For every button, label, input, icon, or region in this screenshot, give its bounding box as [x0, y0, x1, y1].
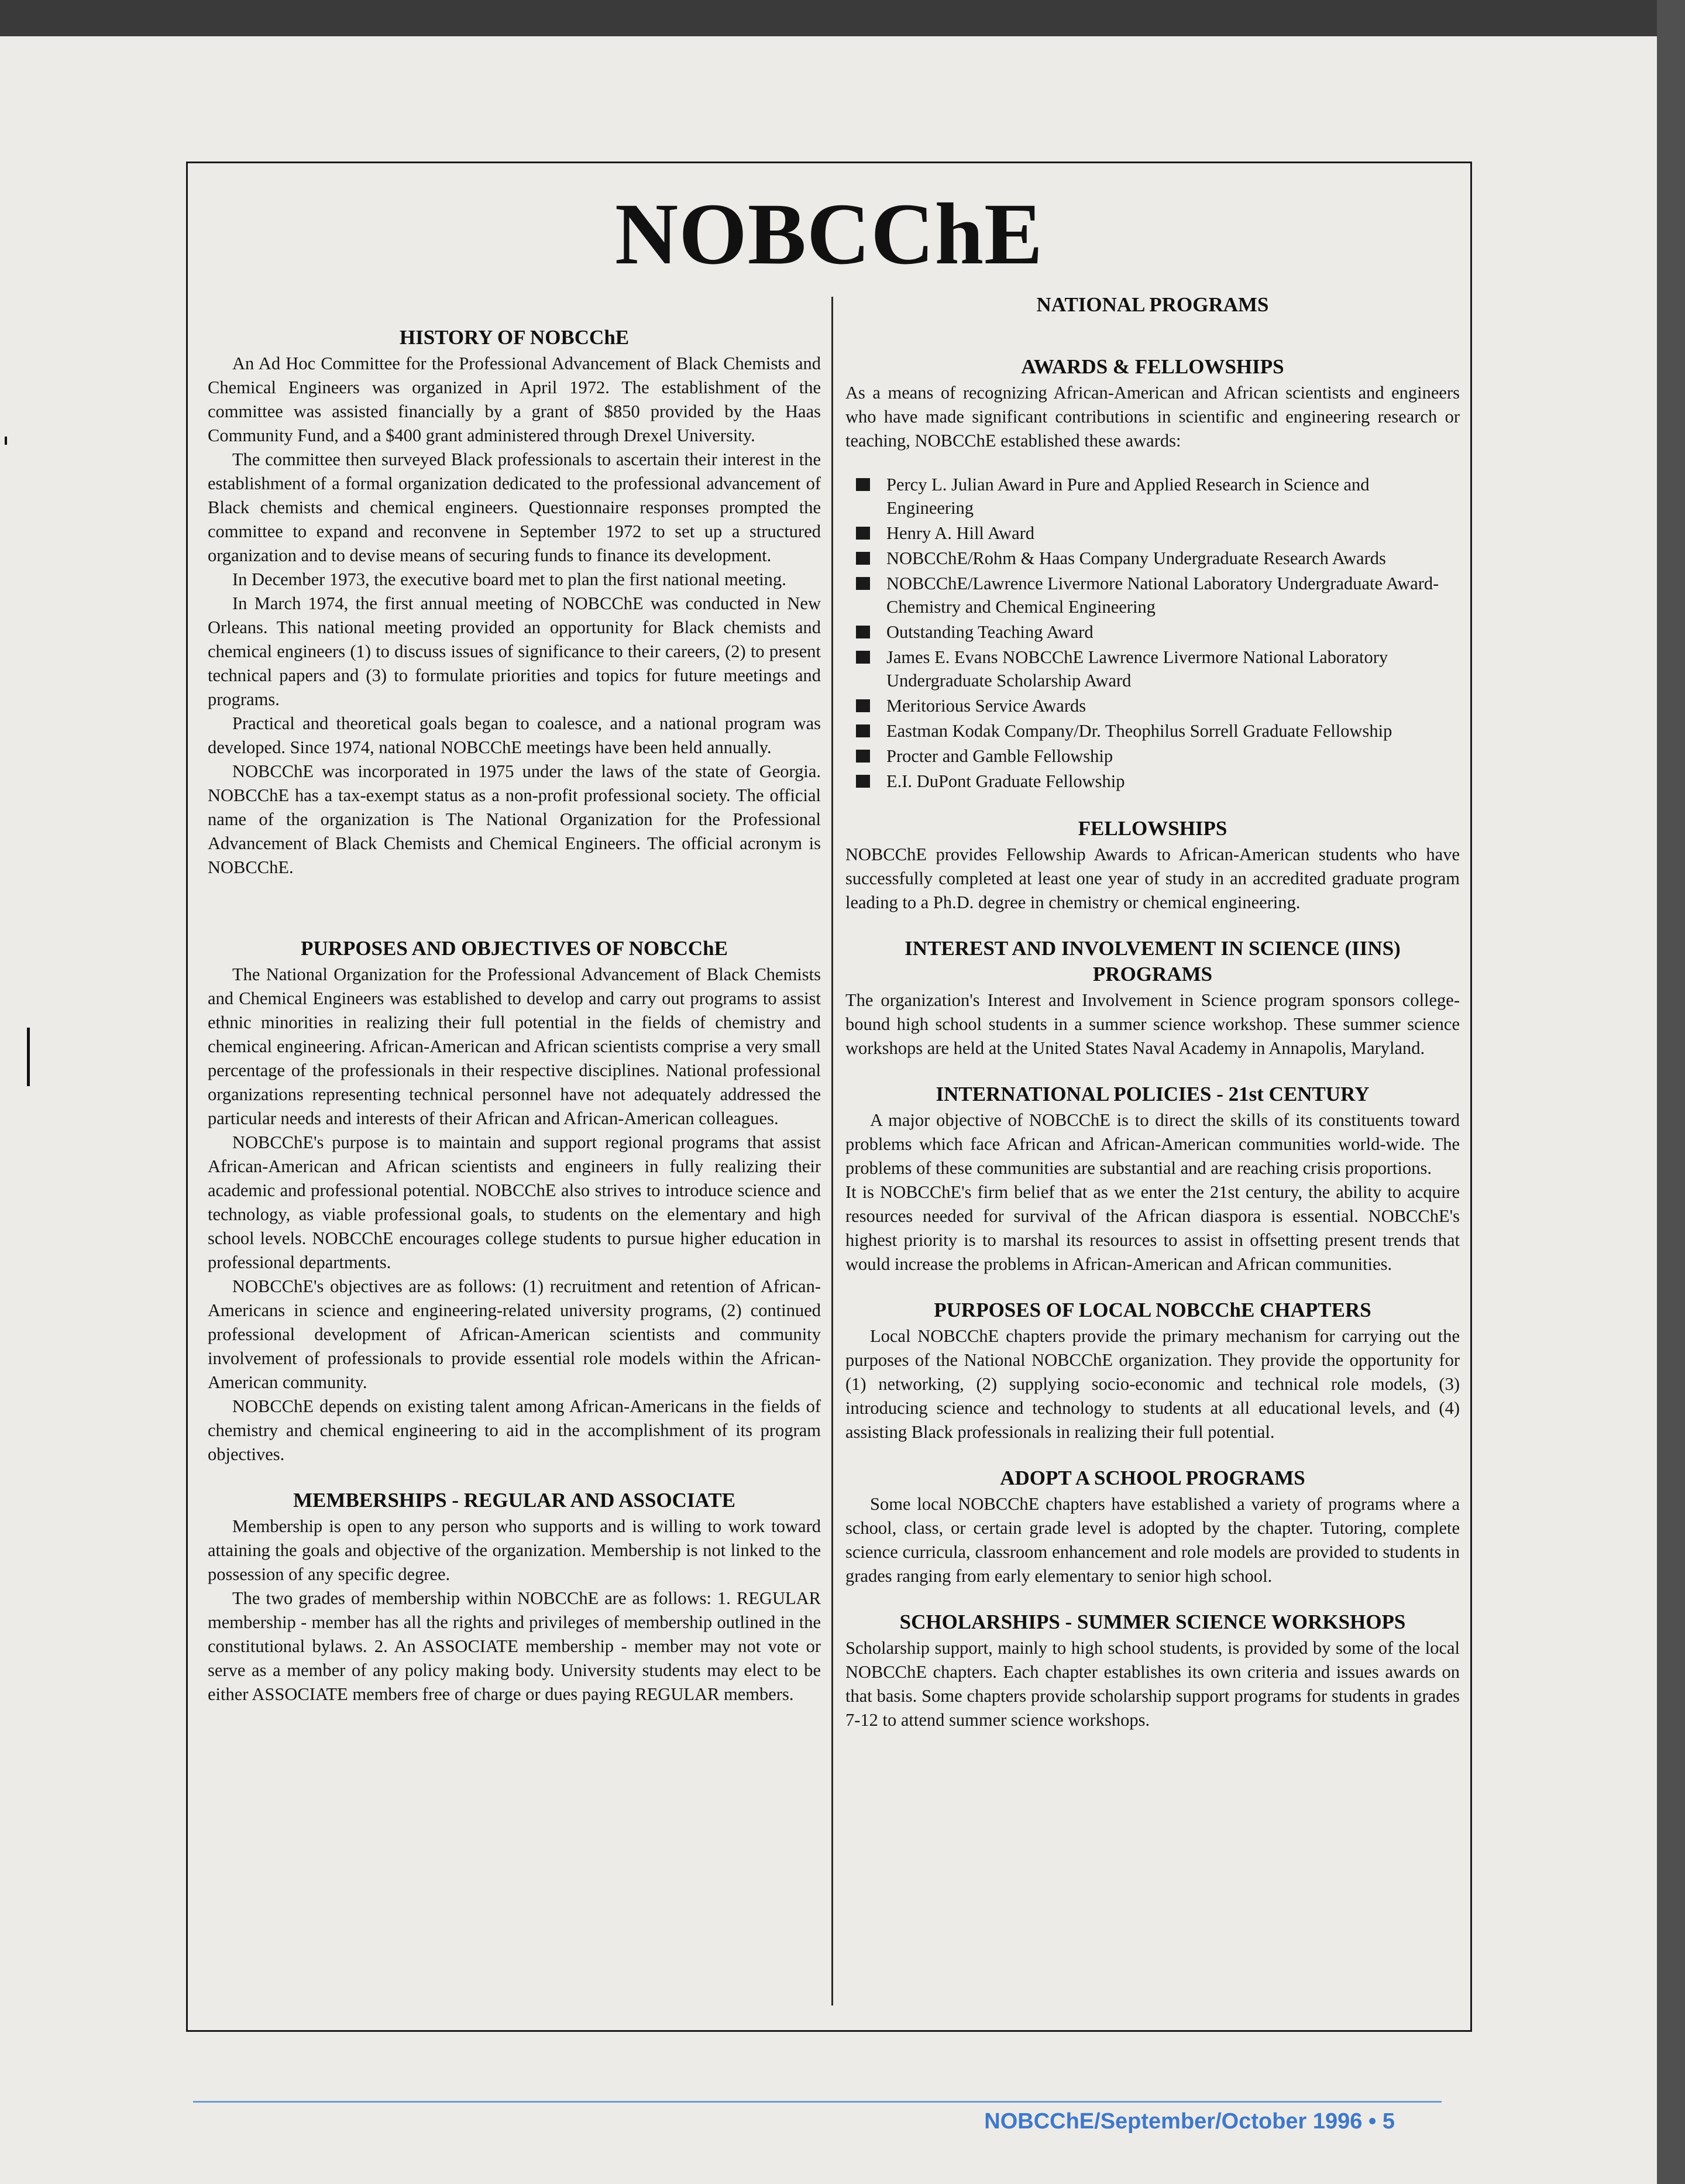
footer-rule: [193, 2101, 1442, 2103]
purposes-heading: PURPOSES AND OBJECTIVES OF NOBCChE: [301, 937, 728, 960]
award-label: Percy L. Julian Award in Pure and Applied Research in Science and Engineering: [886, 475, 1370, 518]
square-bullet-icon: [856, 478, 870, 491]
awards-section: [845, 354, 1460, 793]
history-paragraph: In March 1974, the first annual meeting of NOBCChE was conducted in New Orleans. This national meeting provided an opportunity for Black chemists and chemical engineers (1) to discuss issues of significance to their careers, (2) to present technical papers and (3) to formulate priorities and topics for future meetings and programs.: [208, 593, 821, 709]
margin-mark-small: [5, 437, 7, 445]
purposes-paragraph: NOBCChE's objectives are as follows: (1) recruitment and retention of African-Americans in science and engineering-related university programs, (2) continued professional development of African-American scientists and community involvement of professionals to provide essential role models within the African-American community.: [208, 1276, 821, 1392]
fellowships-paragraph: NOBCChE provides Fellowship Awards to African-American students who have successfully completed at least one year of study in an accredited graduate program leading to a Ph.D. degree in chemistry or chemical engineering.: [845, 844, 1460, 912]
award-item: [845, 719, 1460, 743]
history-paragraph: NOBCChE was incorporated in 1975 under the laws of the state of Georgia. NOBCChE has a tax-exempt status as a non-profit professional society. The official name of the organization is The National Organization for the Professional Advancement of Black Chemists and Chemical Engineers. The official acronym is NOBCChE.: [208, 761, 821, 877]
history-paragraph: In December 1973, the executive board met to plan the first national meeting.: [232, 569, 786, 589]
award-item: [845, 572, 1460, 619]
square-bullet-icon: [856, 775, 870, 788]
award-item: [845, 521, 1460, 545]
history-section: [208, 325, 821, 880]
adopt-school-heading: ADOPT A SCHOOL PROGRAMS: [1000, 1467, 1305, 1489]
square-bullet-icon: [856, 626, 870, 638]
international-section: [845, 1081, 1460, 1276]
award-item: [845, 770, 1460, 793]
local-chapters-paragraph: Local NOBCChE chapters provide the primary mechanism for carrying out the purposes of the National NOBCChE organization. They provide the opportunity for (1) networking, (2) supplying socio-economic and technical role models, (3) introducing science and technology to students at all educational levels, and (4) assisting Black professionals in realizing their full potential.: [845, 1326, 1460, 1442]
award-item: [845, 645, 1460, 692]
square-bullet-icon: [856, 724, 870, 737]
memberships-heading: MEMBERSHIPS - REGULAR AND ASSOCIATE: [293, 1489, 735, 1512]
magazine-page: [0, 36, 1657, 2184]
award-label: Henry A. Hill Award: [886, 523, 1035, 543]
purposes-paragraph: NOBCChE depends on existing talent among African-Americans in the fields of chemistry and chemical engineering to aid in the accomplishment of its program objectives.: [208, 1396, 821, 1464]
memberships-paragraph: The two grades of membership within NOBCChE are as follows: 1. REGULAR membership - member has all the rights and privileges of membership outlined in the constitutional bylaws. 2. An ASSOCIATE membership - member may not vote or serve as a member of any policy making body. University students may elect to be either ASSOCIATE members free of charge or dues paying REGULAR members.: [208, 1588, 821, 1704]
square-bullet-icon: [856, 750, 870, 763]
history-paragraph: Practical and theoretical goals began to coalesce, and a national program was developed. Since 1974, national NOBCChE meetings have been held annually.: [208, 713, 821, 757]
square-bullet-icon: [856, 527, 870, 540]
awards-list: [845, 473, 1460, 793]
article-frame: [186, 162, 1472, 2032]
iins-section: [845, 936, 1460, 1060]
right-column: [845, 292, 1460, 1732]
purposes-paragraph: The National Organization for the Professional Advancement of Black Chemists and Chemical Engineers was established to develop and carry out programs to assist ethnic minorities in realizing their full potential in the fields of chemistry and chemical engineering. African-American and African scientists comprise a very small percentage of the professionals in their respective disciplines. National professional organizations representing technical personnel have not adequately addressed the particular needs and interests of their African and African-American colleagues.: [208, 964, 821, 1128]
award-label: Procter and Gamble Fellowship: [886, 746, 1113, 766]
history-paragraph: The committee then surveyed Black professionals to ascertain their interest in the establishment of a formal organization dedicated to the professional advancement of Black chemists and chemical engineers. Questionnaire responses prompted the committee to expand and reconvene in September 1972 to set up a structured organization and to devise means of securing funds to finance its development.: [208, 449, 821, 565]
awards-heading: AWARDS & FELLOWSHIPS: [1021, 355, 1284, 378]
scholarships-section: [845, 1609, 1460, 1732]
international-paragraph: A major objective of NOBCChE is to direct the skills of its constituents toward problems which face African and African-American communities world-wide. The problems of these communities are substantial and are reaching crisis proportions.: [845, 1110, 1460, 1178]
awards-intro: As a means of recognizing African-American and African scientists and engineers who have made significant contributions in scientific and engineering research or teaching, NOBCChE established these awards:: [845, 383, 1460, 451]
column-divider: [831, 297, 833, 2006]
award-label: Meritorious Service Awards: [886, 696, 1086, 716]
award-item: [845, 620, 1460, 644]
page-edge-shadow: [1657, 0, 1685, 2184]
memberships-section: [208, 1488, 821, 1706]
award-label: James E. Evans NOBCChE Lawrence Livermore National Laboratory Undergraduate Scholarship Award: [886, 647, 1388, 691]
purposes-paragraph: NOBCChE's purpose is to maintain and support regional programs that assist African-American and African scientists and engineers in fully realizing their academic and professional potential. NOBCChE also strives to introduce science and technology, as viable professional goals, to students on the elementary and high school levels. NOBCChE encourages college students to pursue higher education in professional departments.: [208, 1132, 821, 1272]
page-title: NOBCChE: [614, 186, 1044, 283]
left-column: [208, 325, 821, 1706]
award-label: Eastman Kodak Company/Dr. Theophilus Sorrell Graduate Fellowship: [886, 721, 1392, 741]
history-heading: HISTORY OF NOBCChE: [399, 326, 630, 349]
adopt-school-paragraph: Some local NOBCChE chapters have established a variety of programs where a school, class, or certain grade level is adopted by the chapter. Tutoring, complete science curricula, classroom enhancement and role models are provided to students in grades ranging from early elementary to senior high school.: [845, 1494, 1460, 1586]
square-bullet-icon: [856, 577, 870, 590]
award-item: [845, 547, 1460, 570]
local-chapters-section: [845, 1297, 1460, 1444]
purposes-section: [208, 936, 821, 1467]
square-bullet-icon: [856, 651, 870, 664]
award-label: NOBCChE/Lawrence Livermore National Laboratory Undergraduate Award-Chemistry and Chemical Engineering: [886, 574, 1439, 617]
award-label: NOBCChE/Rohm & Haas Company Undergraduate Research Awards: [886, 548, 1386, 568]
iins-paragraph: The organization's Interest and Involvement in Science program sponsors college-bound high school students in a summer science workshop. These summer science workshops are held at the United States Naval Academy in Annapolis, Maryland.: [845, 990, 1460, 1058]
memberships-paragraph: Membership is open to any person who supports and is willing to work toward attaining the goals and objective of the organization. Membership is not linked to the possession of any specific degree.: [208, 1516, 821, 1584]
award-item: [845, 694, 1460, 717]
fellowships-heading: FELLOWSHIPS: [1078, 817, 1227, 840]
award-label: Outstanding Teaching Award: [886, 622, 1093, 642]
international-paragraph: It is NOBCChE's firm belief that as we enter the 21st century, the ability to acquire resources needed for survival of the African diaspora is essential. NOBCChE's highest priority is to marshal its resources to assist in offsetting present trends that would increase the problems in African-American and African communities.: [845, 1182, 1460, 1274]
scholarships-paragraph: Scholarship support, mainly to high school students, is provided by some of the local NOBCChE chapters. Each chapter establishes its own criteria and issues awards on that basis. Some chapters provide scholarship support programs for students in grades 7-12 to attend summer science workshops.: [845, 1638, 1460, 1730]
footer-folio: NOBCChE/September/October 1996 • 5: [984, 2109, 1395, 2134]
national-programs-heading: NATIONAL PROGRAMS: [1036, 293, 1269, 316]
adopt-school-section: [845, 1465, 1460, 1588]
international-heading: INTERNATIONAL POLICIES - 21st CENTURY: [936, 1083, 1370, 1105]
local-chapters-heading: PURPOSES OF LOCAL NOBCChE CHAPTERS: [934, 1299, 1371, 1321]
iins-heading: INTEREST AND INVOLVEMENT IN SCIENCE (IINS) PROGRAMS: [905, 937, 1401, 985]
square-bullet-icon: [856, 552, 870, 565]
scholarships-heading: SCHOLARSHIPS - SUMMER SCIENCE WORKSHOPS: [899, 1610, 1406, 1633]
award-item: [845, 744, 1460, 768]
award-item: [845, 473, 1460, 520]
square-bullet-icon: [856, 699, 870, 712]
award-label: E.I. DuPont Graduate Fellowship: [886, 771, 1125, 791]
history-paragraph: An Ad Hoc Committee for the Professional Advancement of Black Chemists and Chemical Engineers was organized in April 1972. The establishment of the committee was assisted financially by a grant of $850 provided by the Haas Community Fund, and a $400 grant administered through Drexel University.: [208, 353, 821, 445]
fellowships-section: [845, 816, 1460, 915]
margin-mark-large: [27, 1028, 30, 1086]
